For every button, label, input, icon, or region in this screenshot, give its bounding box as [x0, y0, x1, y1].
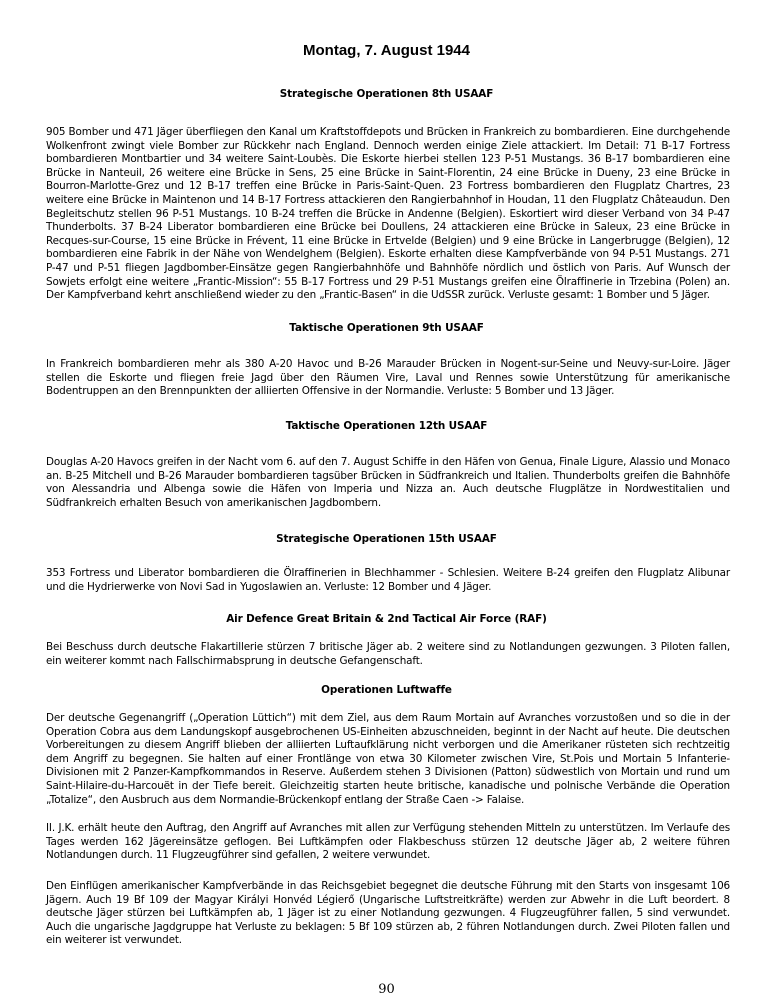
section-paragraph: 353 Fortress und Liberator bombardieren die Ölraffinerien in Blechhammer - Schlesien. Weitere B-24 greifen den Flugplatz Alibunar und die Hydrierwerke von Novi Sad in Yugoslawien an. Verluste: 12 Bomber und 4 Jäger.	[46, 567, 730, 593]
section-paragraph: 905 Bomber und 471 Jäger überfliegen den Kanal um Kraftstoffdepots und Brücken in Frankreich zu bombardieren. Eine durchgehende Wolkenfront zwingt viele Bomber zur Rückkehr nach England. Dennoch werden einige Ziele attackiert. Im Detail: 71 B-17 Fortress bombardieren Montbartier und 34 weitere Saint-Loubès. Die Eskorte hierbei stellen 123 P-51 Mustangs. 36 B-17 bombardieren eine Brücke in Nanteuil, 26 weitere eine Brücke in Sens, 25 eine Brücke in Saint-Florentin, 24 eine Brücke in Dueny, 23 eine Brücke in Bourron-Marlotte-Grez und 12 B-17 treffen eine Brücke in Paris-Saint-Quen. 23 Fortress bombardieren den Flugplatz Chartres, 23 weitere eine Brücke in Maintenon und 14 B-17 Fortress attackieren den Rangierbahnhof in Houdan, 11 den Flugplatz Châteaudun. Den Begleitschutz stellen 96 P-51 Mustangs. 10 B-24 treffen die Brücke in Andenne (Belgien). Eskortiert wird dieser Verband von 34 P-47 Thunderbolts. 37 B-24 Liberator bombardieren eine Brücke bei Doullens, 24 attackieren eine Brücke in Saleux, 23 eine Brücke in Recques-sur-Course, 15 eine Brücke in Frévent, 11 eine Brücke in Ertvelde (Belgien) und 9 eine Brücke in Langerbrugge (Belgien), 12 bombardieren eine Fabrik in der Nähe von Wendelghem (Belgien). Eskorte erhalten diese Kampfverbände von 94 P-51 Mustangs. 271 P-47 und P-51 fliegen Jagdbomber-Einsätze gegen Rangierbahnhöfe und Bahnhöfe nördlich und östlich von Paris. Auf Wunsch der Sowjets erfolgt eine weitere „Frantic-Mission“: 55 B-17 Fortress und 29 P-51 Mustangs greifen eine Ölraffinerie in Trzebina (Polen) an. Der Kampfverband kehrt anschließend wieder zu den „Frantic-Basen“ in die UdSSR zurück. Verluste gesamt: 1 Bomber und 5 Jäger.	[46, 126, 730, 302]
section-paragraph: Der deutsche Gegenangriff („Operation Lüttich“) mit dem Ziel, aus dem Raum Mortain auf Avranches vorzustoßen und so die in der Operation Cobra aus dem Landungskopf ausgebrochenen US-Einheiten abzuschneiden, beginnt in der Nacht auf heute. Die deutschen Vorbereitungen zu diesem Angriff blieben der alliierten Luftaufklärung nicht verborgen und die Amerikaner rüsteten sich rechtzeitig dem Angriff zu begegnen. Sie halten auf einer Frontlänge von etwa 30 Kilometer zwischen Vire, St.Pois und Mortain 5 Infanterie-Divisionen mit 2 Panzer-Kampfkommandos in Reserve. Außerdem stehen 3 Divisionen (Patton) südwestlich von Mortain und rund um Saint-Hilaire-du-Harcouët in der Tiefe bereit. Gleichzeitig starten heute britische, kanadische und polnische Verbände die Operation „Totalize“, den Ausbruch aus dem Normandie-Brückenkopf entlang der Straße Caen -> Falaise.	[46, 712, 730, 806]
section-paragraph: Douglas A-20 Havocs greifen in der Nacht vom 6. auf den 7. August Schiffe in den Häfen von Genua, Finale Ligure, Alassio und Monaco an. B-25 Mitchell und B-26 Marauder bombardieren tagsüber Brücken in Südfrankreich und Italien. Thunderbolts greifen die Bahnhöfe von Alessandria und Albenga sowie die Häfen von Imperia und Nizza an. Auch deutsche Flugplätze in Nordwestitalien und Südfrankreich erhalten Besuch von amerikanischen Jagdbombern.	[46, 456, 730, 509]
page-title: Montag, 7. August 1944	[303, 42, 470, 59]
section-heading-9th-usaaf: Taktische Operationen 9th USAAF	[289, 322, 484, 334]
section-heading-luftwaffe: Operationen Luftwaffe	[321, 684, 452, 696]
section-paragraph: Den Einflügen amerikanischer Kampfverbände in das Reichsgebiet begegnet die deutsche Führung mit den Starts von insgesamt 106 Jägern. Auch 19 Bf 109 der Magyar Királyi Honvéd Légierő (Ungarische Luftstreitkräfte) werden zur Abwehr in die Luft beordert. 8 deutsche Jäger stürzen bei Luftkämpfen ab, 1 Jäger ist zu einer Notlandung gezwungen. 4 Flugzeugführer fallen, 5 sind verwundet. Auch die ungarische Jagdgruppe hat Verluste zu beklagen: 5 Bf 109 stürzen ab, 2 führen Notlandungen durch. Zwei Piloten fallen und ein weiterer ist verwundet.	[46, 880, 730, 947]
page-number: 90	[378, 982, 395, 997]
section-heading-8th-usaaf: Strategische Operationen 8th USAAF	[279, 88, 494, 100]
section-heading-12th-usaaf: Taktische Operationen 12th USAAF	[285, 420, 488, 432]
section-paragraph: In Frankreich bombardieren mehr als 380 A-20 Havoc und B-26 Marauder Brücken in Nogent-sur-Seine und Neuvy-sur-Loire. Jäger stellen die Eskorte und fliegen freie Jagd über den Räumen Vire, Laval und Rennes sowie Unterstützung für amerikanische Bodentruppen an den Brennpunkten der alliierten Offensive in der Normandie. Verluste: 5 Bomber und 13 Jäger.	[46, 358, 730, 398]
section-paragraph: Bei Beschuss durch deutsche Flakartillerie stürzen 7 britische Jäger ab. 2 weitere sind zu Notlandungen gezwungen. 3 Piloten fallen, ein weiterer kommt nach Fallschirmabsprung in deutsche Gefangenschaft.	[46, 641, 730, 667]
section-heading-raf: Air Defence Great Britain & 2nd Tactical Air Force (RAF)	[226, 613, 547, 625]
section-paragraph: II. J.K. erhält heute den Auftrag, den Angriff auf Avranches mit allen zur Verfügung stehenden Mitteln zu unterstützen. Im Verlaufe des Tages werden 162 Jägereinsätze geflogen. Bei Luftkämpfen oder Flakbeschuss stürzen 12 deutsche Jäger ab, 2 weitere führen Notlandungen durch. 11 Flugzeugführer sind gefallen, 2 weitere verwundet.	[46, 822, 730, 862]
section-heading-15th-usaaf: Strategische Operationen 15th USAAF	[276, 533, 497, 545]
